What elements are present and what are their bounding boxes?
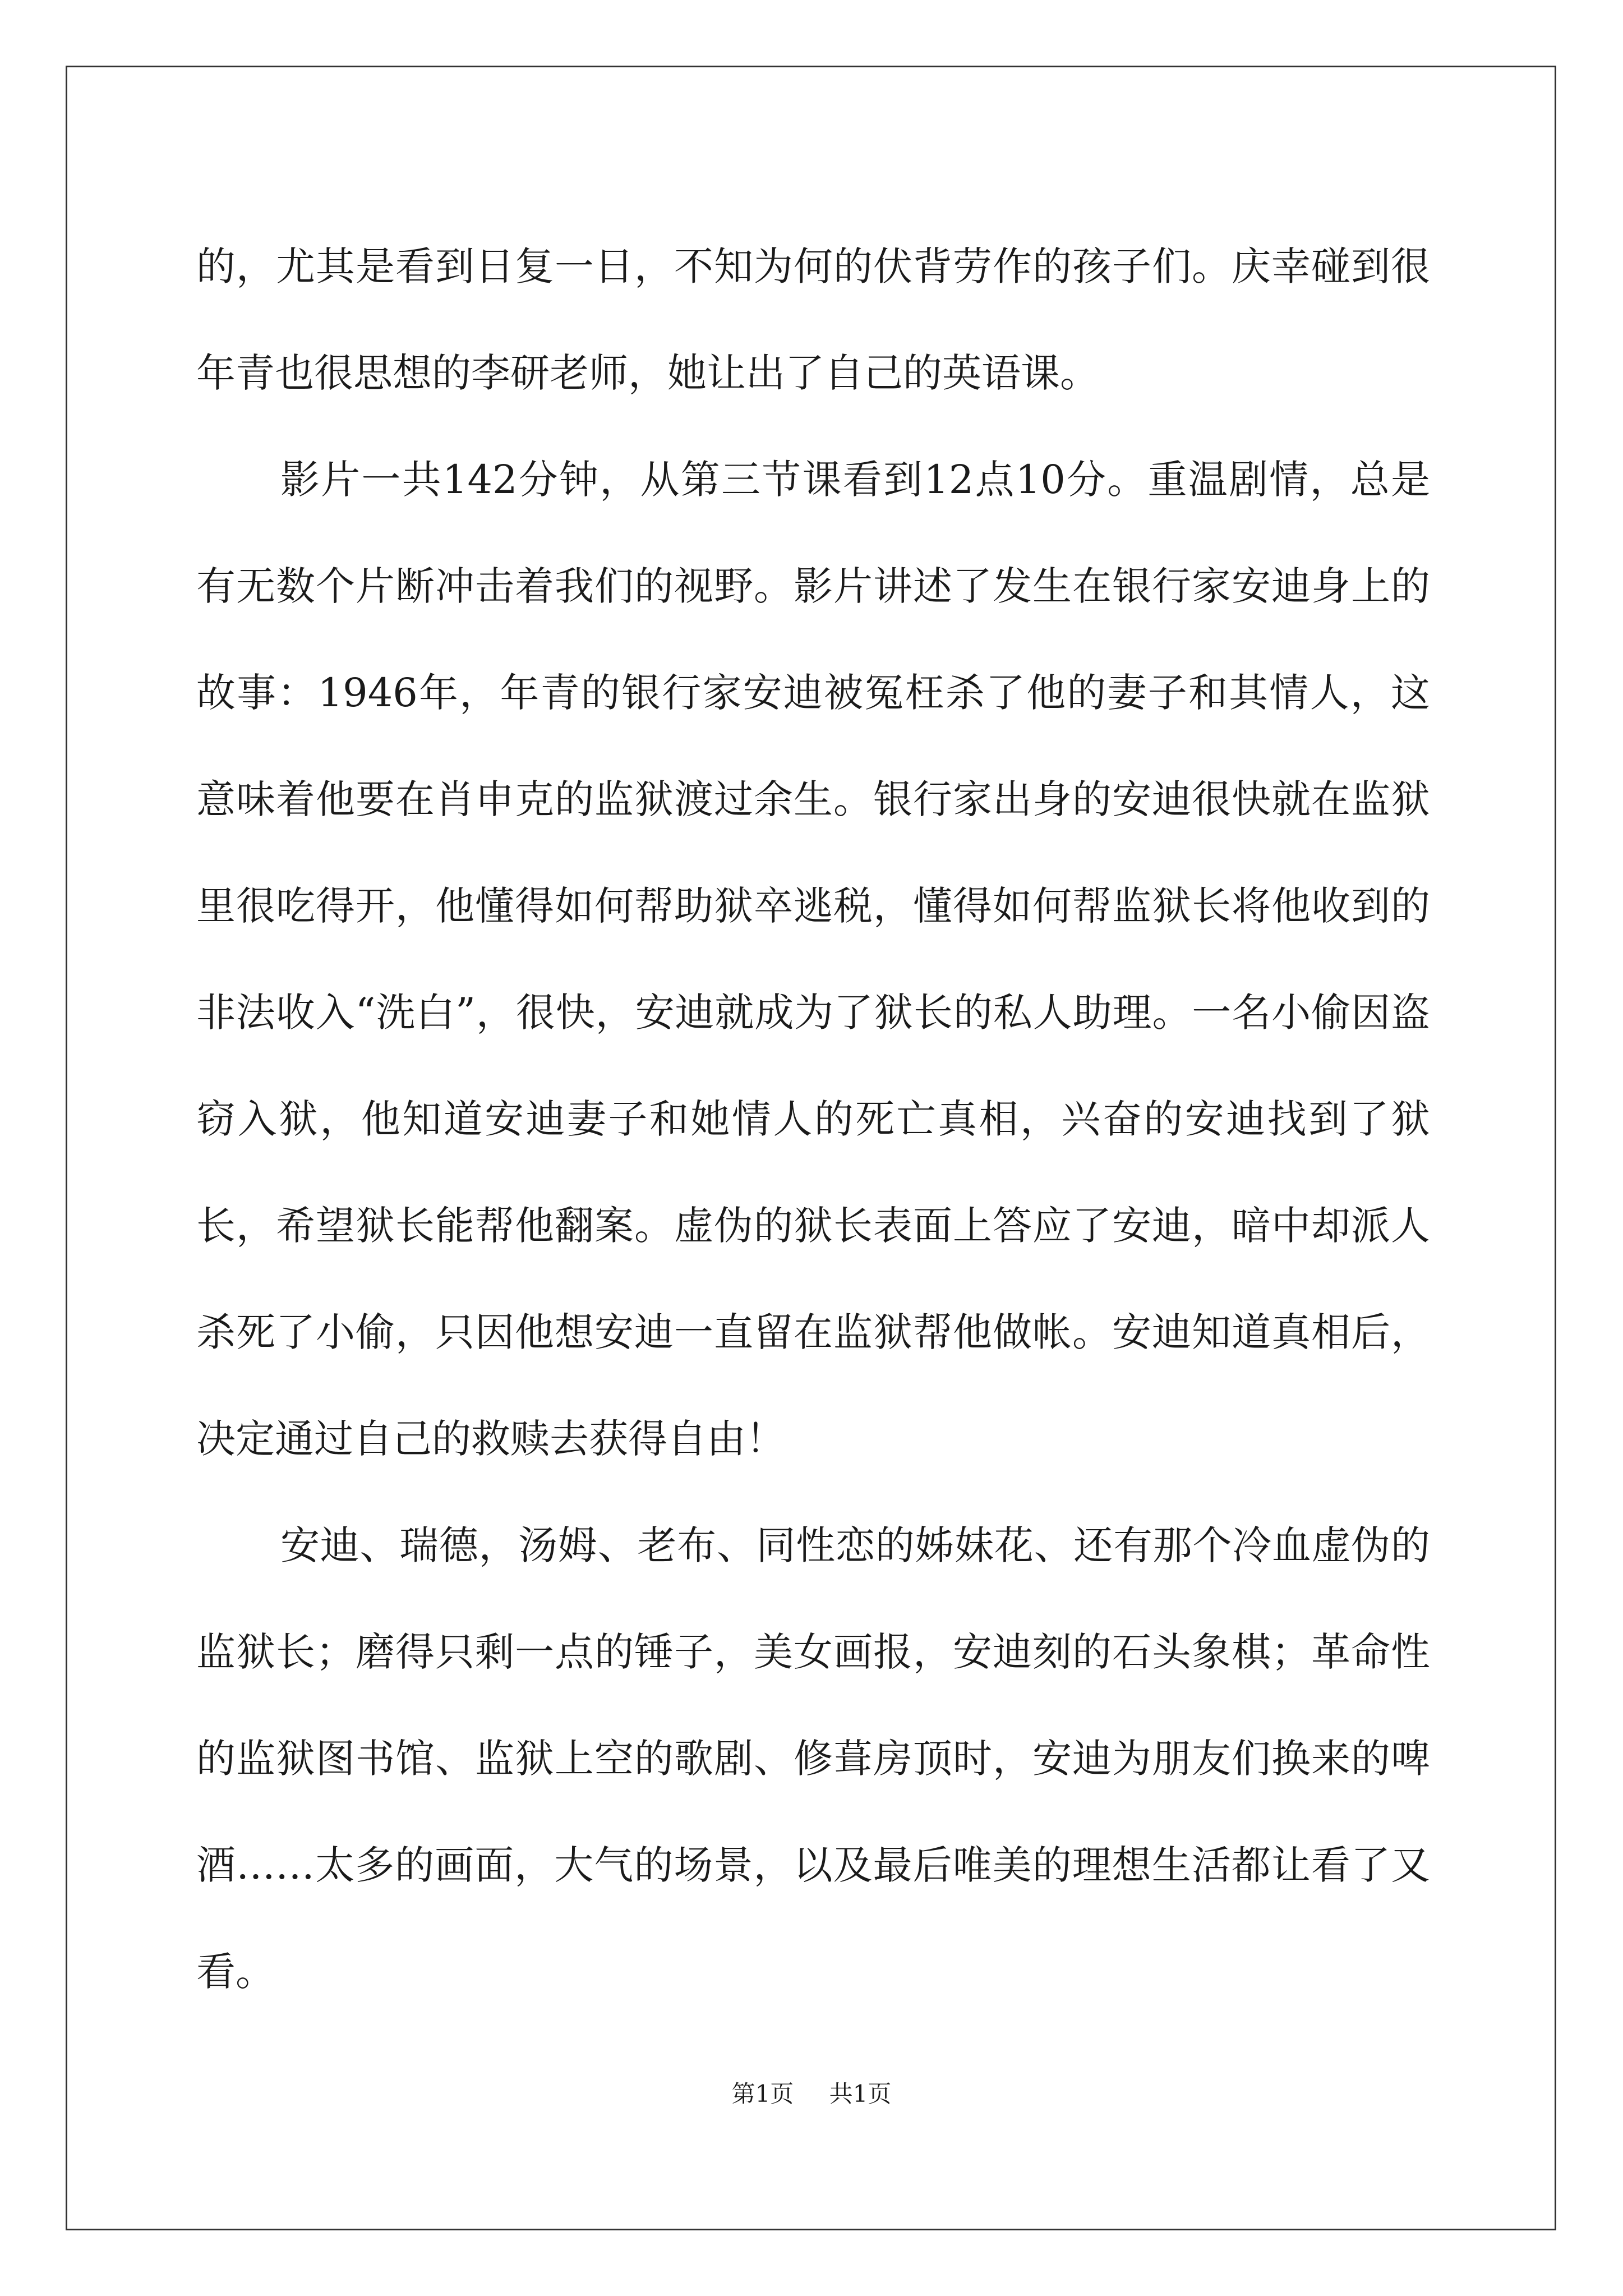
document-body <box>196 213 1430 2025</box>
page-number: 第1页 <box>731 2080 794 2108</box>
paragraph-2: 影片一共142分钟，从第三节课看到12点10分。重温剧情，总是有无数个片断冲击着我们的视野。影片讲述了发生在银行家安迪身上的故事：1946年，年青的银行家安迪被冤枉杀了他的妻子和其情人，这意味着他要在肖申克的监狱渡过余生。银行家出身的安迪很快就在监狱里很吃得开，他懂得如何帮助狱卒逃税，懂得如何帮监狱长将他收到的非法收入“洗白”，很快，安迪就成为了狱长的私人助理。一名小偷因盗窃入狱，他知道安迪妻子和她情人的死亡真相，兴奋的安迪找到了狱长，希望狱长能帮他翻案。虚伪的狱长表面上答应了安迪，暗中却派人杀死了小偷，只因他想安迪一直留在监狱帮他做帐。安迪知道真相后，决定通过自己的救赎去获得自由！ <box>196 457 1430 1462</box>
paragraph-1: 的，尤其是看到日复一日，不知为何的伏背劳作的孩子们。庆幸碰到很年青也很思想的李研老师，她让出了自己的英语课。 <box>196 243 1430 396</box>
page-footer <box>0 2076 1623 2109</box>
page-count: 共1页 <box>829 2080 892 2108</box>
paragraph-3: 安迪、瑞德，汤姆、老布、同性恋的姊妹花、还有那个冷血虚伪的监狱长；磨得只剩一点的锤子，美女画报，安迪刻的石头象棋；革命性的监狱图书馆、监狱上空的歌剧、修葺房顶时，安迪为朋友们换来的啤酒……太多的画面，大气的场景，以及最后唯美的理想生活都让看了又看。 <box>196 1522 1430 1995</box>
